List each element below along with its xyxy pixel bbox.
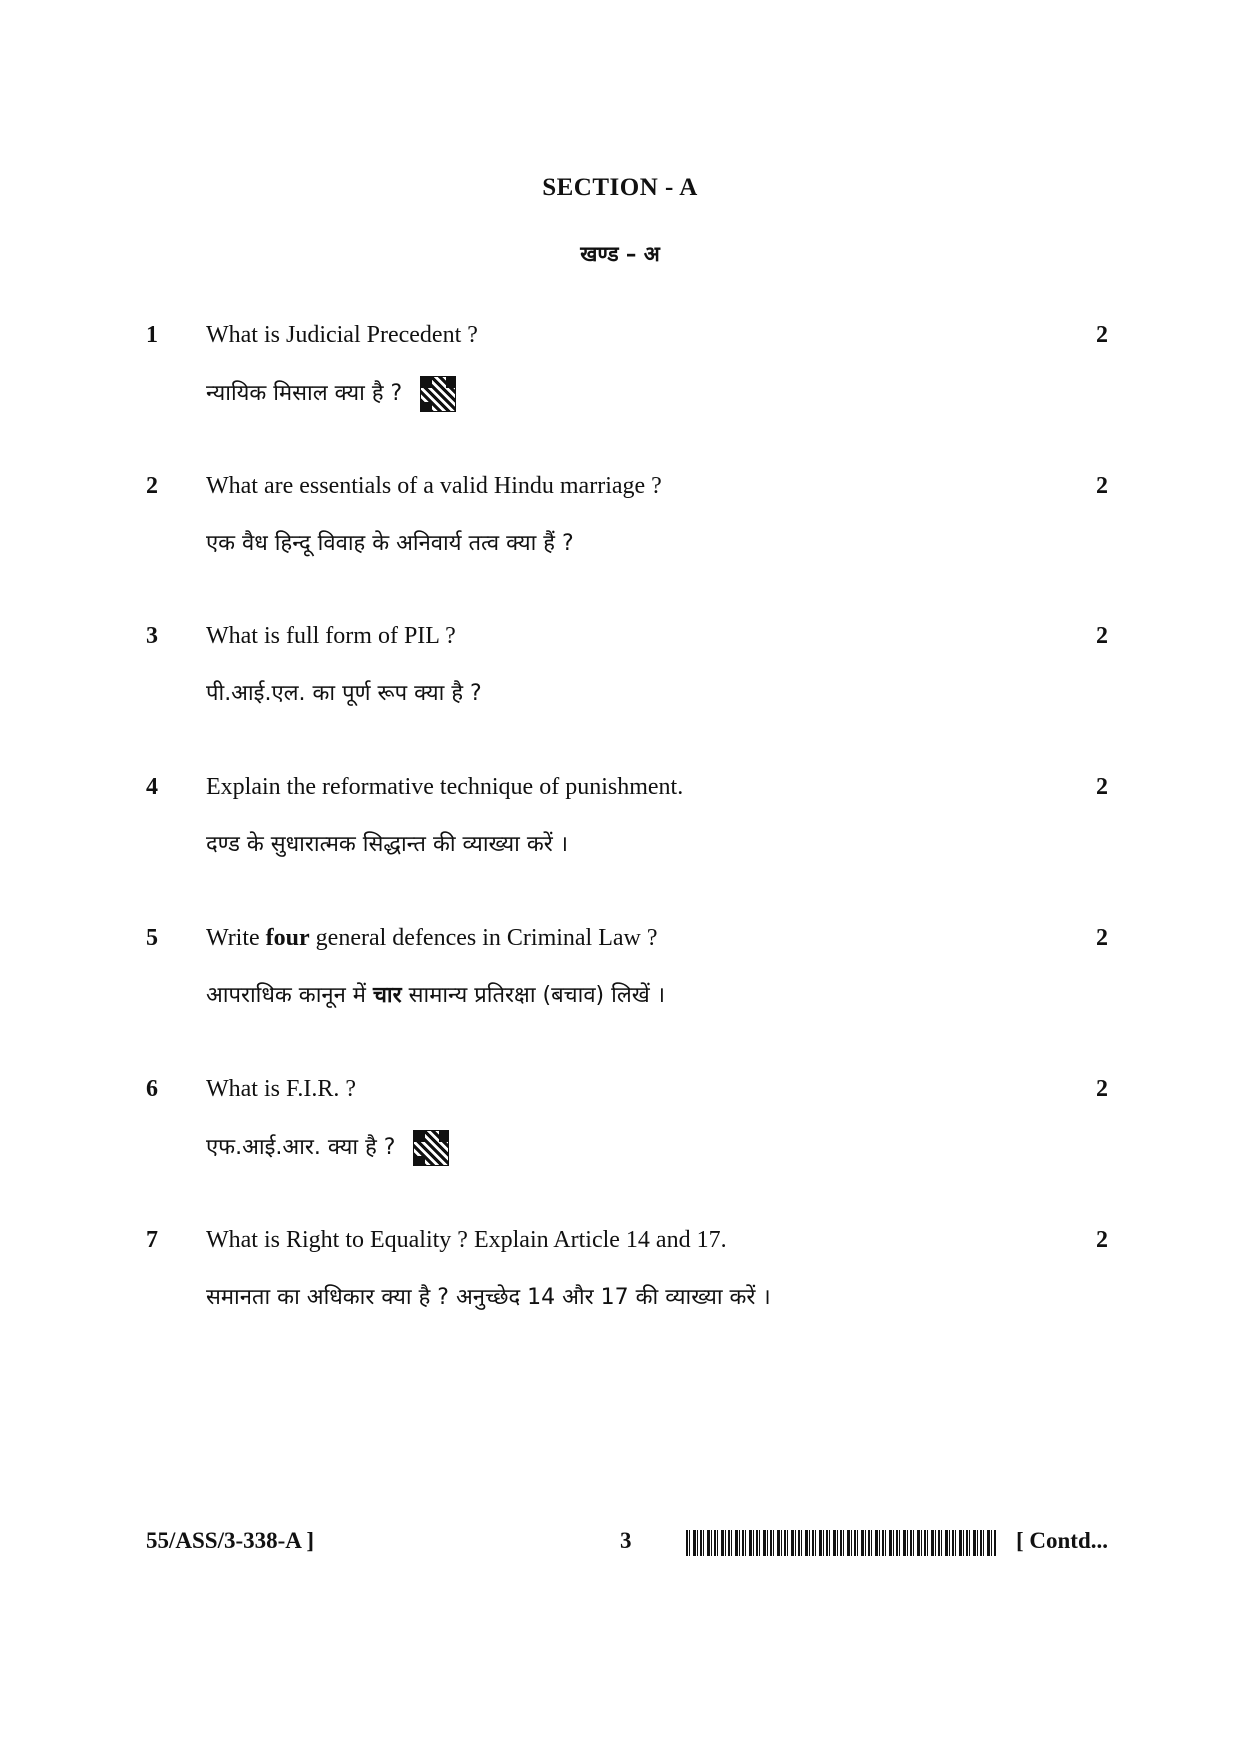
question-number: 5 bbox=[146, 925, 158, 951]
question-marks: 2 bbox=[1096, 1227, 1108, 1253]
question-text-hindi bbox=[206, 979, 665, 1009]
question-4 bbox=[0, 774, 1240, 884]
question-text-emphasis: four bbox=[265, 925, 310, 951]
question-text-hindi-content: न्यायिक मिसाल क्या है ? bbox=[206, 381, 403, 406]
question-text-english: What is F.I.R. ? bbox=[206, 1076, 357, 1102]
question-text-hindi bbox=[206, 1130, 449, 1166]
question-5 bbox=[0, 925, 1240, 1035]
section-title: SECTION - A bbox=[542, 174, 698, 201]
question-number: 6 bbox=[146, 1076, 158, 1102]
question-text-english: What is Judicial Precedent ? bbox=[206, 322, 478, 348]
question-1 bbox=[0, 322, 1240, 432]
qr-code-icon bbox=[420, 376, 456, 412]
question-number: 4 bbox=[146, 774, 158, 800]
question-7 bbox=[0, 1227, 1240, 1337]
question-6 bbox=[0, 1076, 1240, 1186]
question-2 bbox=[0, 473, 1240, 583]
paper-code: 55/ASS/3-338-A ] bbox=[146, 1528, 315, 1553]
question-marks: 2 bbox=[1096, 322, 1108, 348]
question-marks: 2 bbox=[1096, 623, 1108, 649]
question-text-hindi: पी.आई.एल. का पूर्ण रूप क्या है ? bbox=[206, 681, 482, 706]
question-marks: 2 bbox=[1096, 925, 1108, 951]
question-text-emphasis: चार bbox=[372, 983, 402, 1008]
question-text-hindi: समानता का अधिकार क्या है ? अनुच्छेद 14 और 17 की व्याख्या करें । bbox=[206, 1285, 771, 1310]
question-text-part: आपराधिक कानून में bbox=[206, 983, 373, 1008]
question-number: 3 bbox=[146, 623, 158, 649]
question-text-english: What is full form of PIL ? bbox=[206, 623, 456, 649]
page-footer bbox=[0, 1528, 1240, 1568]
question-text-part: Write bbox=[206, 925, 266, 951]
question-number: 2 bbox=[146, 473, 158, 499]
question-text-hindi-content: एफ.आई.आर. क्या है ? bbox=[206, 1135, 396, 1160]
question-number: 1 bbox=[146, 322, 158, 348]
question-marks: 2 bbox=[1096, 774, 1108, 800]
question-3 bbox=[0, 623, 1240, 733]
question-marks: 2 bbox=[1096, 1076, 1108, 1102]
question-text-english bbox=[206, 925, 658, 952]
question-text-part: सामान्य प्रतिरक्षा (बचाव) लिखें । bbox=[401, 983, 666, 1008]
section-title-hindi: खण्ड – अ bbox=[580, 242, 660, 266]
qr-code-icon bbox=[413, 1130, 449, 1166]
question-number: 7 bbox=[146, 1227, 158, 1253]
question-text-hindi: दण्ड के सुधारात्मक सिद्धान्त की व्याख्या करें । bbox=[206, 832, 569, 857]
question-text-part: general defences in Criminal Law ? bbox=[309, 925, 658, 951]
barcode-icon bbox=[686, 1530, 996, 1556]
continued-label: [ Contd... bbox=[1016, 1528, 1109, 1553]
question-text-hindi: एक वैध हिन्दू विवाह के अनिवार्य तत्व क्या हैं ? bbox=[206, 531, 574, 556]
question-text-english: Explain the reformative technique of punishment. bbox=[206, 774, 684, 800]
question-text-english: What is Right to Equality ? Explain Article 14 and 17. bbox=[206, 1227, 727, 1253]
question-text-hindi bbox=[206, 376, 456, 412]
page-number: 3 bbox=[620, 1528, 632, 1553]
question-marks: 2 bbox=[1096, 473, 1108, 499]
question-text-english: What are essentials of a valid Hindu marriage ? bbox=[206, 473, 662, 499]
